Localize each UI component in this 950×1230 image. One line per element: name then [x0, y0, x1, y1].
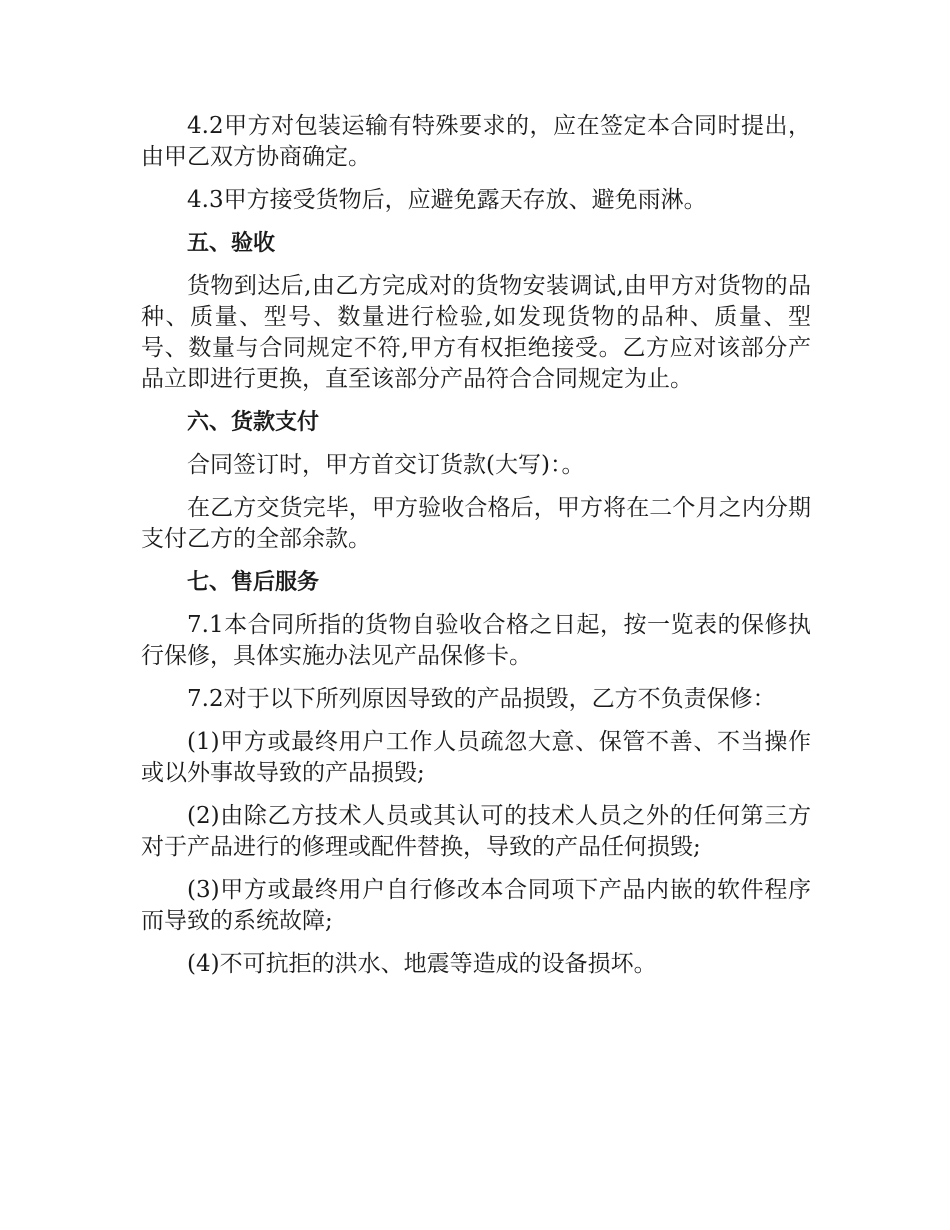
exclusion-item-3: (3)甲方或最终用户自行修改本合同项下产品内嵌的软件程序而导致的系统故障;: [141, 877, 811, 934]
clause-4-2: 4.2甲方对包装运输有特殊要求的，应在签定本合同时提出，由甲乙双方协商确定。: [141, 113, 811, 170]
document-body: [141, 111, 811, 992]
clause-7-2: 7.2对于以下所列原因导致的产品损毁，乙方不负责保修：: [187, 686, 776, 712]
section-heading-payment: 六、货款支付: [187, 410, 320, 435]
exclusion-item-2: (2)由除乙方技术人员或其认可的技术人员之外的任何第三方对于产品进行的修理或配件替换，导致的产品任何损毁;: [141, 803, 811, 860]
payment-balance-paragraph: 在乙方交货完毕，甲方验收合格后，甲方将在二个月之内分期支付乙方的全部余款。: [141, 495, 811, 552]
exclusion-item-1: (1)甲方或最终用户工作人员疏忽大意、保管不善、不当操作或以外事故导致的产品损毁;: [141, 729, 811, 786]
exclusion-item-4: (4)不可抗拒的洪水、地震等造成的设备损坏。: [187, 951, 657, 977]
section-heading-after-sales: 七、售后服务: [187, 570, 320, 595]
payment-deposit-paragraph: 合同签订时，甲方首交订货款(大写)：。: [187, 452, 585, 478]
clause-7-1: 7.1本合同所指的货物自验收合格之日起，按一览表的保修执行保修，具体实施办法见产品保修卡。: [141, 612, 811, 669]
clause-4-3: 4.3甲方接受货物后，应避免露天存放、避免雨淋。: [187, 187, 707, 213]
section-heading-acceptance: 五、验收: [187, 231, 276, 256]
acceptance-paragraph: 货物到达后,由乙方完成对的货物安装调试,由甲方对货物的品种、质量、型号、数量进行检验,如发现货物的品种、质量、型号、数量与合同规定不符,甲方有权拒绝接受。乙方应对该部分产品立即进行更换，直至该部分产品符合合同规定为止。: [141, 273, 811, 392]
